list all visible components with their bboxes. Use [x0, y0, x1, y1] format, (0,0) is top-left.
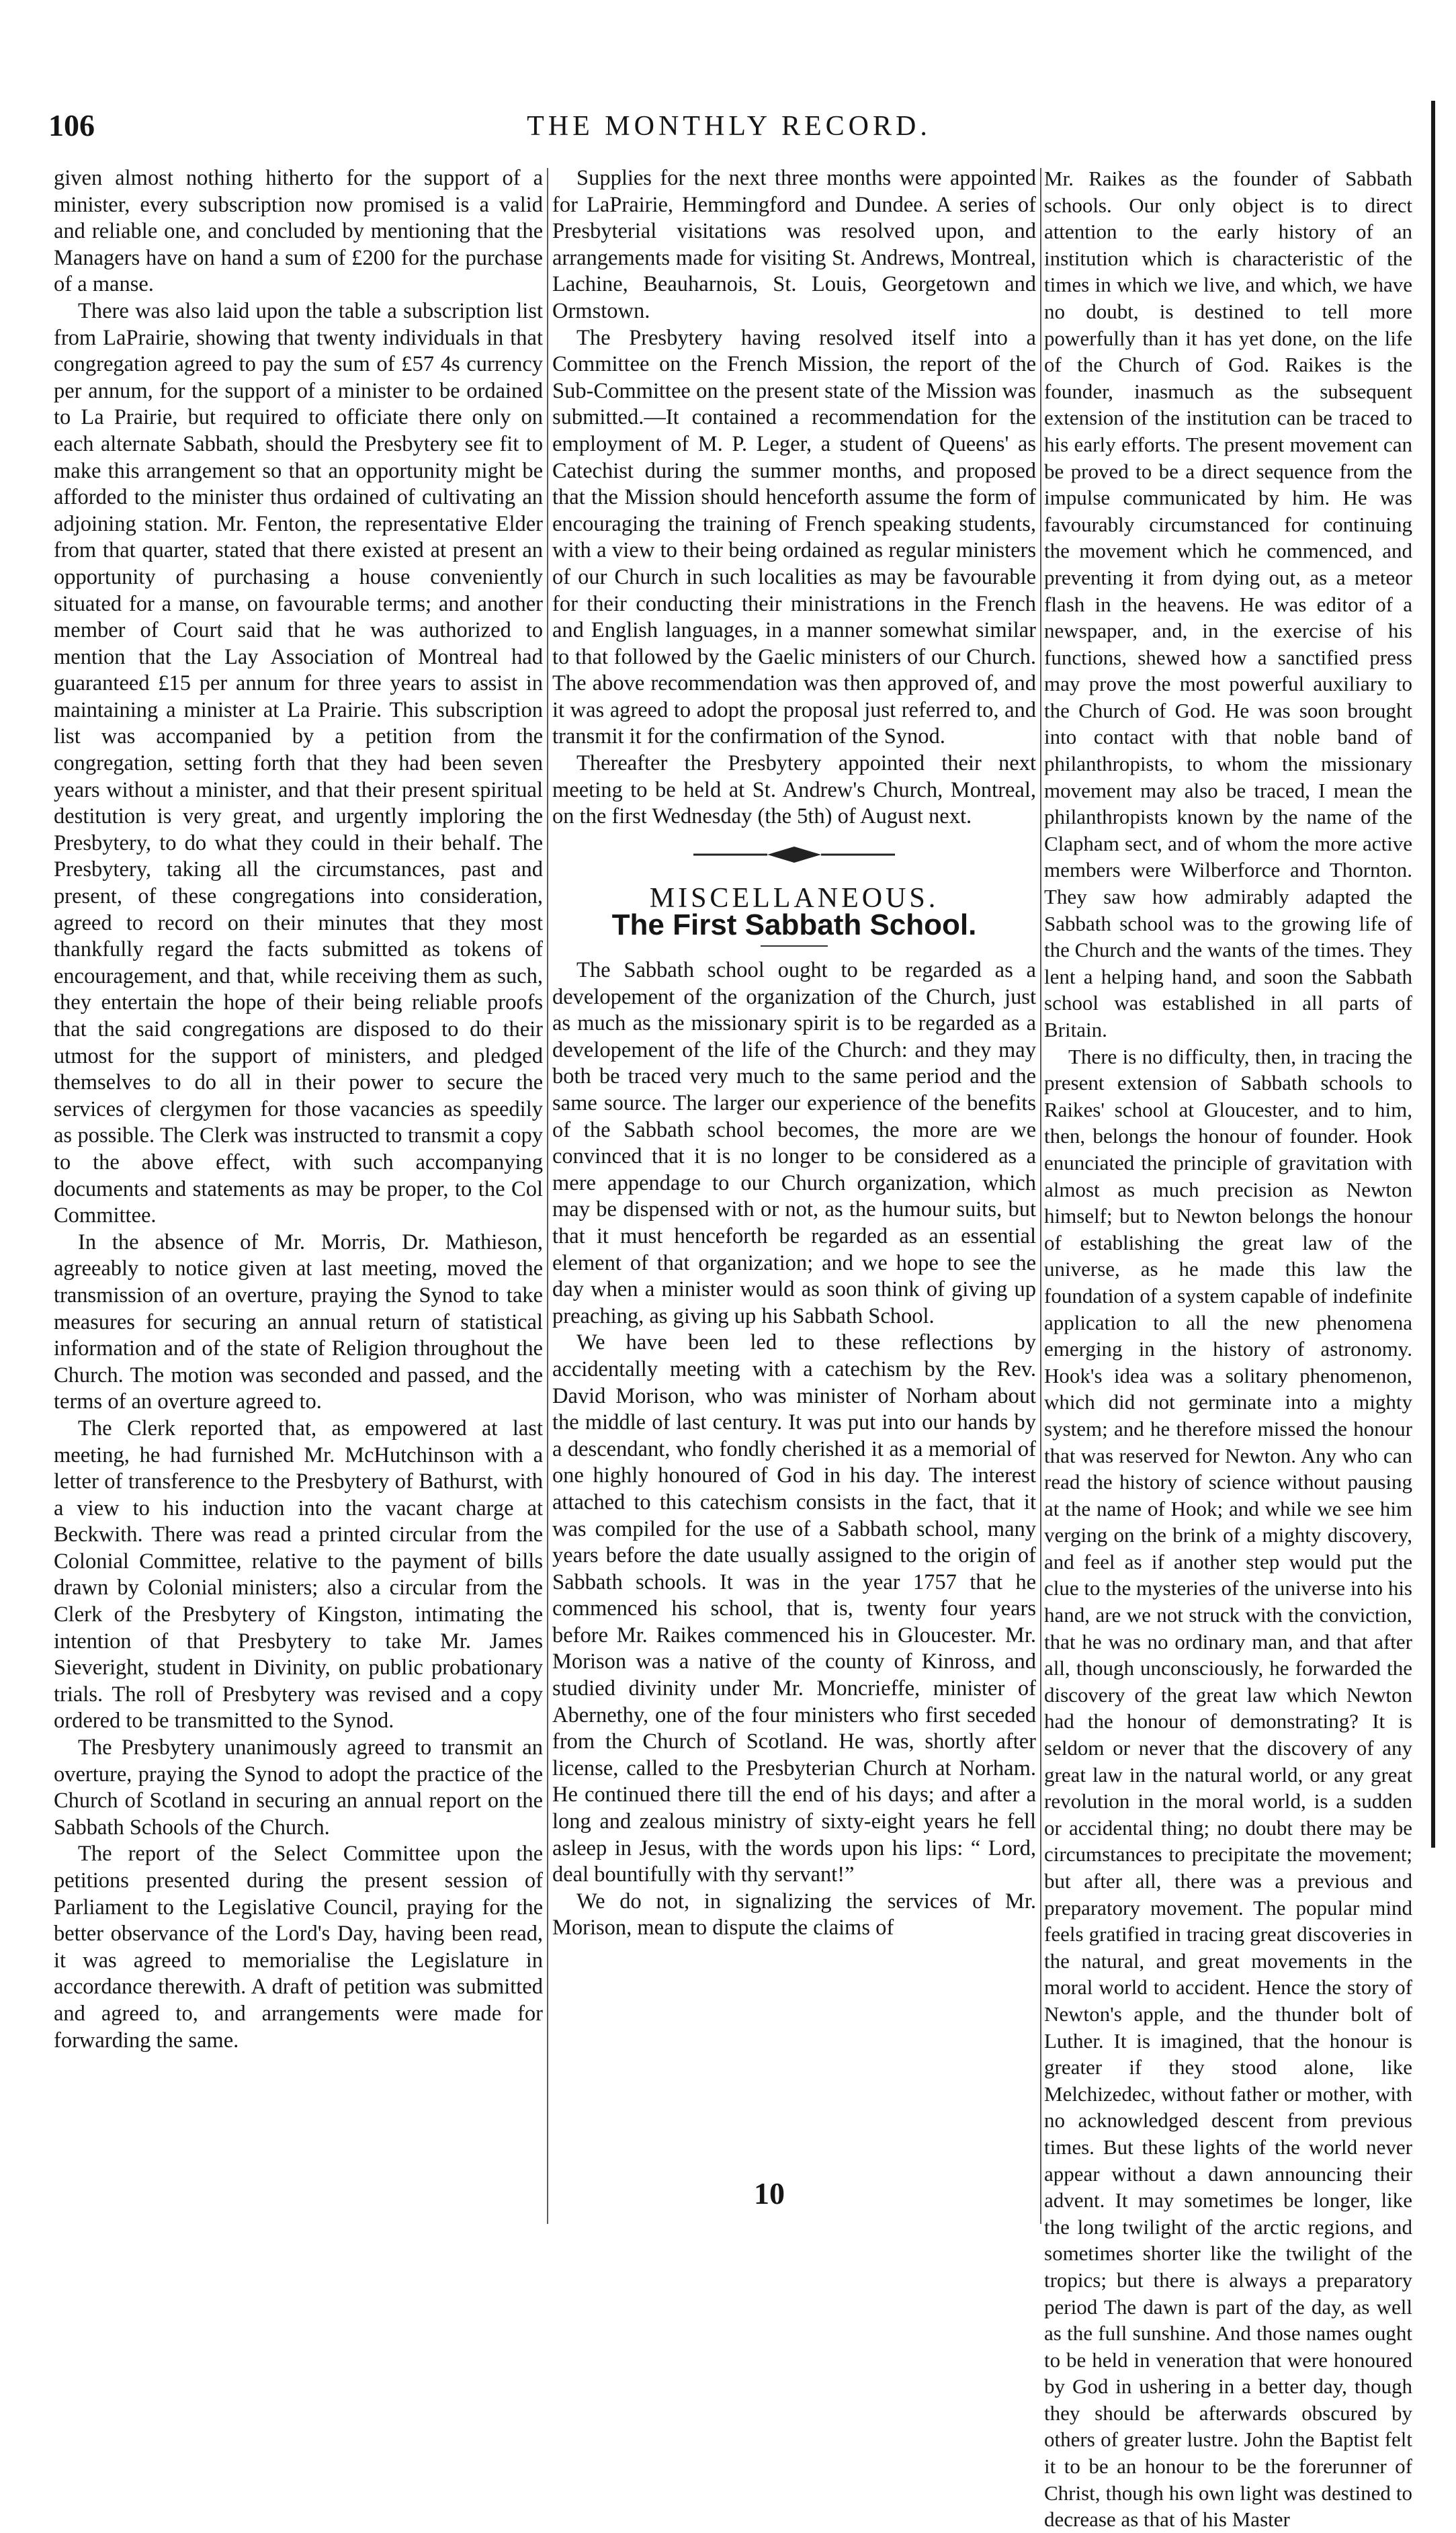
column-left [54, 165, 543, 2181]
paragraph: The Presbytery having resolved itself into a Committee on the French Mission, the report of the Sub-Committee on the present state of the Mission was submitted.—It contained a recommendation for the employment of M. P. Leger, a student of Queens' as Catechist during the summer months, and proposed that the Mission should henceforth assume the form of encouraging the training of French speaking students, with a view to their being ordained as regular ministers of our Church in such localities as may be favourable for their conducting their ministrations in the French and English languages, in a manner somewhat similar to that followed by the Gaelic ministers of our Church. The above recommendation was then approved of, and it was agreed to adopt the proposal just referred to, and transmit it for the confirmation of the Synod. [552, 325, 1036, 749]
paragraph: The Clerk reported that, as empowered at last meeting, he had furnished Mr. McHutchinson with a letter of transference to the Presbytery of Bathurst, with a view to his induction into the vacant charge at Beckwith. There was read a printed circular from the Colonial Committee, relative to the payment of bills drawn by Colonial ministers; also a circular from the Clerk of the Presbytery of Kingston, intimating the intention of that Presbytery to take Mr. James Sieveright, student in Divinity, on public probationary trials. The roll of Presbytery was revised and a copy ordered to be transmitted to the Synod. [54, 1416, 543, 1733]
paragraph: Mr. Raikes as the founder of Sabbath schools. Our only object is to direct attention to the early history of an institution which is characteristic of the times in which we live, and which, we have no doubt, is destined to tell more powerfully than it has yet done, on the life of the Church of God. Raikes is the founder, inasmuch as the subsequent extension of the institution can be traced to his early efforts. The present movement can be proved to be a direct sequence from the impulse communicated by him. He was favourably circumstanced for continuing the movement which he commenced, and preventing it from dying out, as a meteor flash in the heavens. He was editor of a newspaper, and, in the exercise of his functions, shewed how a sanctified press may prove the most powerful auxiliary to the Church of God. He was soon brought into contact with that noble band of philanthropists, to whom the missionary movement may also be traced, I mean the philanthropists known by the name of the Clapham sect, and of whom the more active members were Wilberforce and Thornton. They saw how admirably adapted the Sabbath school was to the growing life of the Church and the wants of the times. They lent a helping hand, and soon the Sabbath school was established in all parts of Britain. [1044, 167, 1412, 1041]
paragraph: The Presbytery unanimously agreed to transmit an overture, praying the Synod to adopt the practice of the Church of Scotland in securing an annual report on the Sabbath Schools of the Church. [54, 1735, 543, 1840]
paragraph: Thereafter the Presbytery appointed their next meeting to be held at St. Andrew's Church, Montreal, on the first Wednesday (the 5th) of August next. [552, 751, 1036, 829]
column-middle [552, 165, 1036, 2181]
column-divider [1040, 168, 1041, 2224]
page-number: 106 [48, 108, 95, 142]
section-heading: MISCELLANEOUS. [649, 882, 939, 914]
page-edge-shadow [1431, 101, 1435, 1848]
paragraph: In the absence of Mr. Morris, Dr. Mathieson, agreeably to notice given at last meeting, moved the transmission of an overture, praying the Synod to take measures for securing an annual return of statistical information and of the state of Religion throughout the Church. The motion was seconded and passed, and the terms of an overture agreed to. [54, 1230, 543, 1414]
paragraph: given almost nothing hitherto for the support of a minister, every subscription now promised is a valid and reliable one, and concluded by mentioning that the Managers have on hand a sum of £200 for the purchase of a manse. [54, 166, 543, 297]
column-right [1044, 165, 1412, 2532]
title-rule [761, 945, 828, 947]
paragraph: The report of the Select Committee upon the petitions presented during the present session of Parliament to the Legislative Council, praying for the better observance of the Lord's Day, having been read, it was agreed to memorialise the Legislature in accordance therewith. A draft of petition was submitted and agreed to, and arrangements were made for forwarding the same. [54, 1842, 543, 2053]
running-title: THE MONTHLY RECORD. [527, 111, 931, 142]
page [40, 108, 1418, 2532]
column-divider [547, 168, 548, 2224]
paragraph: We have been led to these reflections by accidentally meeting with a catechism by the Rev. David Morison, who was minister of Norham about the middle of last century. It was put into our hands by a descendant, who fondly cherished it as a memorial of one highly honoured of God in his day. The interest attached to this catechism consists in the fact, that it was compiled for the use of a Sabbath school, many years before the date usually assigned to the origin of Sabbath schools. It was in the year 1757 that he commenced his school, that is, twenty four years before Mr. Raikes commenced his in Gloucester. Mr. Morison was a native of the county of Kinross, and studied divinity under Mr. Moncrieffe, minister of Abernethy, one of the four ministers who first seceded from the Church of Scotland. He was, shortly after license, called to the Presbyterian Church at Norham. He continued there till the end of his days; and after a long and zealous ministry of sixty-eight years he fell asleep in Jesus, with the words upon his lips: “ Lord, deal bountifully with thy servant!” [552, 1330, 1036, 1887]
article-title: The First Sabbath School. [611, 908, 977, 942]
paragraph: Supplies for the next three months were appointed for LaPrairie, Hemmingford and Dundee. A series of Presbyterial visitations was resolved upon, and arrangements made for visiting St. Andrews, Montreal, Lachine, Beauharnois, St. Louis, Georgetown and Ormstown. [552, 166, 1036, 323]
signature-mark: 10 [754, 2176, 785, 2210]
paragraph: There was also laid upon the table a subscription list from LaPrairie, showing that twenty individuals in that congregation agreed to pay the sum of £57 4s currency per annum, for the support of a minister to be ordained to La Prairie, but required to officiate there only on each alternate Sabbath, should the Presbytery see fit to make this arrangement so that an opportunity might be afforded to the minister thus ordained of cultivating an adjoining station. Mr. Fenton, the representative Elder from that quarter, stated that there existed at present an opportunity of purchasing a house conveniently situated for a manse, on favourable terms; and another member of Court said that he was authorized to mention that the Lay Association of Montreal had guaranteed £15 per annum for three years to assist in maintaining a minister at La Prairie. This subscription list was accompanied by a petition from the congregation, setting forth that they had been seven years without a minister, and that their present spiritual destitution is very great, and urgently imploring the Presbytery, to do what they could in their behalf. The Presbytery, taking all the circumstances, past and present, of these congregations into consideration, agreed to record on their minutes that they most thankfully regard the facts submitted as tokens of encouragement, and that, while receiving them as such, they entertain the hope of their being reliable proofs that the said congregations are disposed to do their utmost for the support of ministers, and pledged themselves to do all in their power to secure the services of clergymen for those vacancies as speedily as possible. The Clerk was instructed to transmit a copy to the above effect, with such accompanying documents and statements as may be proper, to the Col Committee. [54, 298, 543, 1228]
ornamental-rule-icon [693, 841, 895, 868]
paragraph: We do not, in signalizing the services of Mr. Morison, mean to dispute the claims of [552, 1889, 1036, 1940]
running-header [40, 108, 1418, 155]
paragraph: The Sabbath school ought to be regarded as a developement of the organization of the Church, just as much as the missionary spirit is to be regarded as a developement of the life of the Church: and they may both be traced very much to the same period and the same source. The larger our experience of the benefits of the Sabbath school becomes, the more are we convinced that it is no longer to be considered as a mere appendage to our Church organization, which may be dispensed with or not, as the humour suits, but that it must henceforth be regarded as an essential element of that organization; and we hope to see the day when a minister would as soon think of giving up preaching, as giving up his Sabbath School. [552, 958, 1036, 1328]
paragraph: There is no difficulty, then, in tracing the present extension of Sabbath schools to Raikes' school at Gloucester, and to him, then, belongs the honour of founder. Hook enunciated the principle of gravitation with almost as much precision as Newton himself; but to Newton belongs the honour of establishing the great law of the universe, as he made this law the foundation of a system capable of indefinite application to all the new phenomena emerging in the history of astronomy. Hook's idea was a solitary phenomenon, which did not germinate into a mighty system; and he therefore missed the honour that was reserved for Newton. Any who can read the history of science without pausing at the name of Hook; and while we see him verging on the brink of a mighty discovery, and feel as if another step would put the clue to the mysteries of the universe into his hand, are we not struck with the conviction, that he was no ordinary man, and that after all, though unconsciously, he forwarded the discovery of the great law which Newton had the honour of demonstrating? It is seldom or never that the discovery of any great law in the natural world, or any great revolution in the moral world, is a sudden or accidental thing; no doubt there may be circumstances to precipitate the movement; but after all, there was a previous and preparatory movement. The popular mind feels gratified in tracing great discoveries in the natural, and great movements in the moral world to accident. Hence the story of Newton's apple, and the thunder bolt of Luther. It is imagined, that the honour is greater if they stood alone, like Melchizedec, without father or mother, with no acknowledged descent from previous times. But these lights of the world never appear without a dawn announcing their advent. It may sometimes be longer, like the long twilight of the arctic regions, and sometimes shorter like the twilight of the tropics; but there is always a preparatory period The dawn is part of the day, as well as the full sunshine. And those names ought to be held in veneration that were honoured by God in ushering in a better day, though they should be afterwards obscured by others of greater lustre. John the Baptist felt it to be an honour to be the forerunner of Christ, though his own light was destined to decrease as that of his Master [1044, 1044, 1412, 2532]
